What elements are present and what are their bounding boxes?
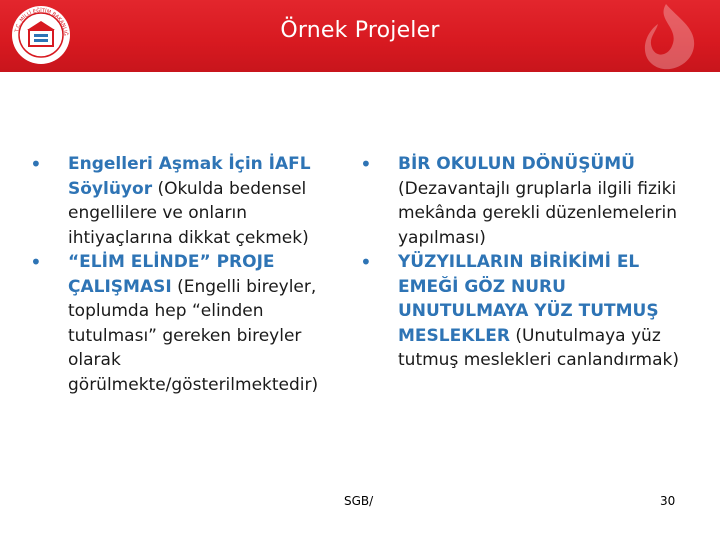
project-title: Engelleri Aşmak İçin İAFL Söylüyor [68, 154, 311, 199]
list-item [30, 250, 340, 397]
list-item [360, 250, 690, 373]
project-title: “ELİM ELİNDE” PROJE ÇALIŞMASI [68, 252, 275, 297]
footer-org: SGB/ [344, 494, 374, 508]
project-title: YÜZYILLARIN BİRİKİMİ EL EMEĞİ GÖZ NURU UNUTULMAYA YÜZ TUTMUŞ MESLEKLER [398, 252, 659, 346]
flame-icon [626, 2, 706, 72]
project-description: (Engelli bireyler, toplumda hep “elinden tutulması” gereken bireyler olarak görülmekte/gösterilmektedir) [68, 276, 319, 395]
bullet-icon: • [30, 250, 42, 274]
left-column [30, 152, 340, 397]
right-column [360, 152, 690, 373]
project-description: (Unutulmaya yüz tutmuş meslekleri canlandırmak) [398, 325, 680, 370]
list-item [30, 152, 340, 250]
page-title: Örnek Projeler [280, 18, 440, 43]
list-item [360, 152, 690, 250]
logo-text: T.C. MİLLÎ EĞİTİM BAKANLIĞ [14, 7, 69, 36]
bullet-icon: • [30, 152, 42, 176]
title-bar [0, 0, 720, 72]
page-number: 30 [660, 494, 676, 508]
project-description: (Okulda bedensel engellilere ve onların ihtiyaçlarına dikkat çekmek) [68, 178, 309, 248]
project-title: BİR OKULUN DÖNÜŞÜMÜ [398, 154, 635, 174]
bullet-icon: • [360, 250, 372, 274]
project-description: (Dezavantajlı gruplarla ilgili fiziki mekânda gerekli düzenlemelerin yapılması) [398, 178, 677, 248]
bullet-icon: • [360, 152, 372, 176]
